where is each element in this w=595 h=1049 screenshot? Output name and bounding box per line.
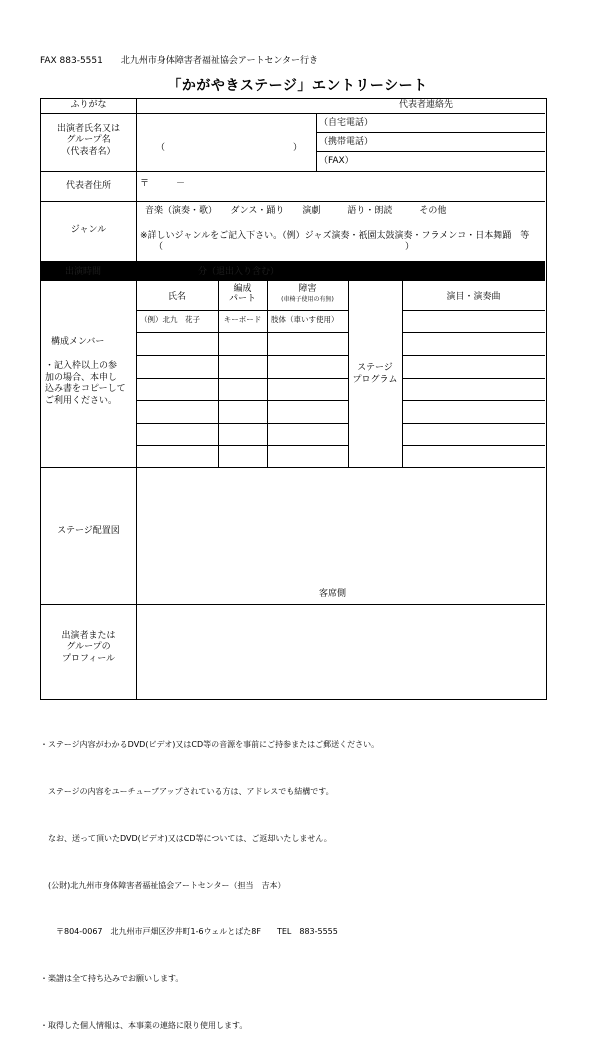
postal-mark: 〒 － (140, 179, 186, 189)
genre-options[interactable]: 音楽（演奏・歌） ダンス・踊り 演劇 語り・朗読 その他 (145, 206, 447, 216)
address-label: 代表者住所 (65, 181, 111, 191)
member-row-line (136, 310, 348, 311)
col-divider (316, 113, 317, 171)
performer-name-field[interactable] (137, 114, 315, 170)
member-row-line (136, 355, 348, 356)
member-row-line (136, 445, 348, 446)
profile-area[interactable] (137, 605, 544, 698)
example-disability: 肢体（車いす使用） (271, 315, 339, 324)
col-disability-sub: (車椅子使用の有無) (281, 296, 334, 303)
program-header: 演目・演奏曲 (446, 292, 501, 302)
program-row-line (402, 378, 545, 379)
note-line: 〒804-0067 北九州市戸畑区汐井町1-6ウェルとばた8F TEL 883-5555 (40, 927, 338, 937)
home-phone-label: （自宅電話） (319, 118, 374, 128)
mobile-phone-label: （携帯電話） (319, 137, 374, 147)
paren-open: （ (156, 143, 166, 153)
col-divider (402, 280, 403, 467)
performer-name-label: 出演者氏名又は グループ名 （代表者名） (56, 124, 120, 157)
fax-line: FAX 883-5551 北九州市身体障害者福祉協会アートセンター行き (40, 56, 318, 66)
form-title: 「かがやきステージ」エントリーシート (167, 78, 428, 94)
furigana-label: ふりがな (70, 100, 107, 110)
stage-layout-label: ステージ配置図 (57, 526, 120, 536)
contact-label: 代表者連絡先 (399, 100, 454, 110)
program-row-line (402, 310, 545, 311)
member-row-line (136, 378, 348, 379)
note-line: なお、送って頂いたDVD(ビデオ)又はCD等については、ご返却いたしません。 (40, 833, 332, 843)
member-row-line (136, 332, 348, 333)
col-divider (136, 280, 137, 467)
row-divider (41, 280, 545, 281)
program-row-line (402, 332, 545, 333)
col-part-header: 編成 パート (228, 284, 256, 305)
col-divider (267, 280, 268, 467)
member-label: 構成メンバー (51, 337, 105, 347)
program-row-line (402, 355, 545, 356)
note-line: ステージの内容をユーチューブアップされている方は、アドレスでも結構です。 (40, 786, 334, 796)
genre-paren-close: ） (405, 242, 415, 252)
col-name-header: 氏名 (167, 292, 186, 302)
furigana-field[interactable] (137, 100, 315, 113)
program-row-line (402, 445, 545, 446)
member-note: ・記入枠以上の参 加の場合、本申し 込み書をコピーして ご利用ください。 (45, 361, 126, 407)
entry-form (40, 98, 547, 700)
col-divider (218, 280, 219, 467)
genre-paren-open: （ (154, 242, 164, 252)
program-row-line (402, 423, 545, 424)
profile-label: 出演者または グループの プロフィール (61, 631, 116, 664)
example-name: （例）北九 花子 (140, 315, 200, 324)
stage-program-label: ステージ プログラム (352, 363, 398, 385)
performance-time-label: 出演時間 (65, 267, 102, 277)
program-row-line (402, 400, 545, 401)
mobile-phone-field[interactable] (381, 133, 544, 151)
example-part: キーボード (223, 315, 262, 324)
home-phone-field[interactable] (381, 114, 544, 132)
member-row-line (136, 423, 348, 424)
address-field[interactable] (137, 172, 544, 200)
performance-time-value: 分（退出入り含む） (198, 267, 280, 277)
note-line: (公財)北九州市身体障害者福祉協会アートセンター（担当 吉本） (40, 880, 286, 890)
genre-note: ※詳しいジャンルをご記入下さい。（例）ジャズ演奏・祇園太鼓演奏・フラメンコ・日本舞踊 等 (140, 231, 530, 241)
note-line: ・ステージ内容がわかるDVD(ビデオ)又はCD等の音源を事前にご持参またはご郵送ください。 (40, 740, 380, 750)
performance-time-bar (41, 261, 545, 280)
fax-label: （FAX） (319, 156, 354, 166)
genre-label: ジャンル (70, 225, 107, 235)
fax-field[interactable] (357, 152, 544, 170)
audience-side-label: 客席側 (319, 589, 347, 599)
stage-layout-area[interactable] (137, 468, 544, 603)
row-divider (41, 201, 545, 202)
note-line: ・取得した個人情報は、本事業の連絡に限り使用します。 (40, 1020, 248, 1030)
notes (40, 706, 379, 1049)
note-line: ・楽譜は全て持ち込みでお願いします。 (40, 974, 184, 984)
member-row-line (136, 400, 348, 401)
paren-close: ） (293, 143, 303, 153)
col-disability-header: 障害 (298, 284, 317, 294)
